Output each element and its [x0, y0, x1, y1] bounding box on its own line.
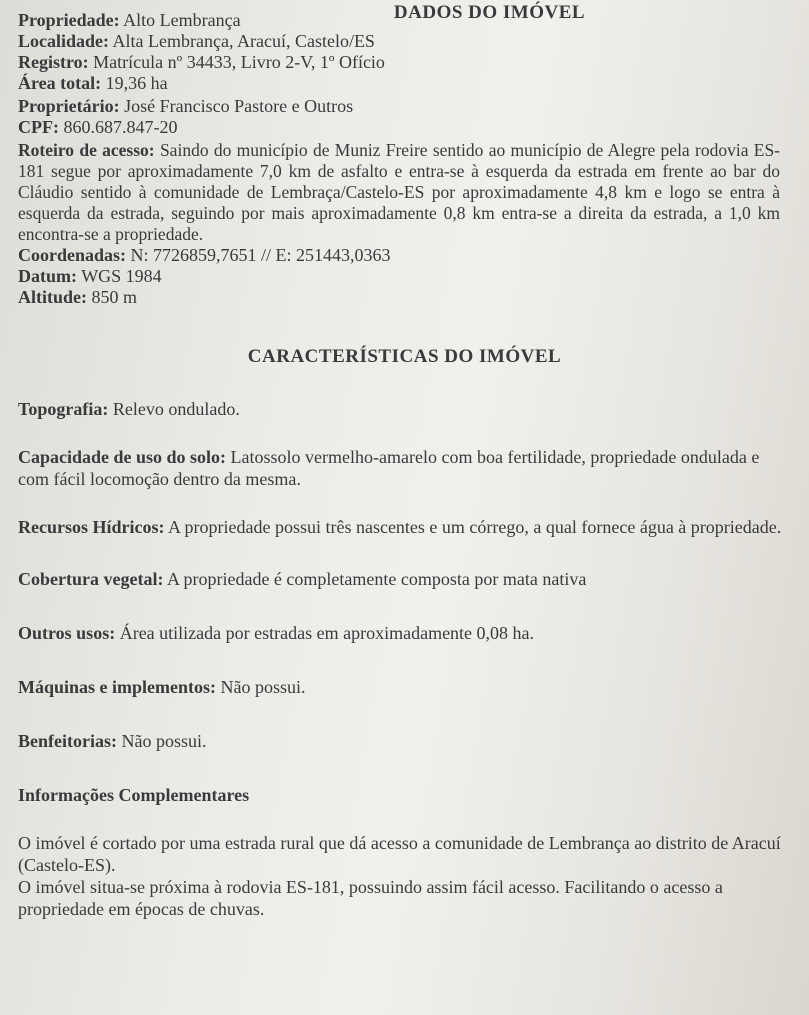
- field-maquinas: [18, 676, 788, 698]
- value-cobertura: A propriedade é completamente composta por mata nativa: [166, 569, 587, 589]
- label-maquinas: Máquinas e implementos:: [18, 677, 216, 697]
- value-altitude: 850 m: [91, 287, 138, 307]
- spacer: [18, 538, 791, 568]
- label-coordenadas: Coordenadas:: [18, 245, 127, 265]
- spacer: [18, 644, 791, 676]
- field-proprietario: [18, 96, 791, 117]
- value-outros: Área utilizada por estradas em aproximadamente 0,08 ha.: [119, 623, 535, 643]
- value-proprietario: José Francisco Pastore e Outros: [124, 96, 354, 116]
- label-area: Área total:: [18, 73, 102, 93]
- field-localidade: [18, 31, 791, 52]
- label-datum: Datum:: [18, 266, 77, 286]
- field-topografia: [18, 398, 788, 420]
- label-proprietario: Proprietário:: [18, 96, 120, 116]
- value-capacidade: Latossolo vermelho-amarelo com boa fertilidade, propriedade ondulada e com fácil locomoção dentro da mesma.: [18, 447, 760, 489]
- field-capacidade: [18, 446, 788, 490]
- field-registro: [18, 52, 791, 73]
- value-localidade: Alta Lembrança, Aracuí, Castelo/ES: [112, 31, 375, 51]
- label-benfeitorias: Benfeitorias:: [18, 731, 117, 751]
- label-localidade: Localidade:: [18, 31, 110, 51]
- value-recursos: A propriedade possui três nascentes e um córrego, a qual fornece água à propriedade.: [168, 517, 782, 537]
- value-maquinas: Não possui.: [220, 677, 306, 697]
- info-paragraph-2: O imóvel situa-se próxima à rodovia ES-181, possuindo assim fácil acesso. Facilitando o acesso a propriedade em épocas de chuvas.: [18, 877, 723, 919]
- field-coordenadas: [18, 245, 791, 266]
- spacer: [18, 490, 791, 516]
- label-capacidade: Capacidade de uso do solo:: [18, 447, 227, 467]
- value-topografia: Relevo ondulado.: [112, 399, 240, 419]
- spacer: [18, 806, 791, 832]
- section-title-caracteristicas: CARACTERÍSTICAS DO IMÓVEL: [247, 346, 562, 367]
- dados-block: [18, 6, 791, 308]
- field-recursos: [18, 516, 788, 538]
- spacer: [18, 420, 791, 446]
- value-propriedade: Alto Lembrança: [123, 10, 241, 30]
- info-paragraph-1: O imóvel é cortado por uma estrada rural que dá acesso a comunidade de Lembrança ao distrito de Aracuí (Castelo-ES).: [18, 833, 781, 875]
- document-title: DADOS DO IMÓVEL: [393, 2, 586, 23]
- value-benfeitorias: Não possui.: [121, 731, 207, 751]
- value-cpf: 860.687.847-20: [63, 117, 178, 137]
- field-datum: [18, 266, 791, 287]
- label-topografia: Topografia:: [18, 399, 109, 419]
- field-cobertura: [18, 568, 788, 590]
- field-area: [18, 73, 791, 94]
- label-outros: Outros usos:: [18, 623, 116, 643]
- heading-informacoes: Informações Complementares: [18, 785, 250, 805]
- spacer: [18, 698, 791, 730]
- field-altitude: [18, 287, 791, 308]
- value-area: 19,36 ha: [105, 73, 168, 93]
- value-datum: WGS 1984: [81, 266, 162, 286]
- field-outros: [18, 622, 788, 644]
- label-cpf: CPF:: [18, 117, 59, 137]
- label-registro: Registro:: [18, 52, 89, 72]
- label-cobertura: Cobertura vegetal:: [18, 569, 164, 589]
- spacer: [18, 590, 791, 622]
- field-benfeitorias: [18, 730, 788, 752]
- field-cpf: [18, 117, 791, 138]
- value-coordenadas: N: 7726859,7651 // E: 251443,0363: [130, 245, 391, 265]
- label-altitude: Altitude:: [18, 287, 87, 307]
- label-recursos: Recursos Hídricos:: [18, 517, 165, 537]
- field-roteiro: [18, 140, 780, 245]
- label-propriedade: Propriedade:: [18, 10, 120, 30]
- spacer: [18, 752, 791, 784]
- value-registro: Matrícula nº 34433, Livro 2-V, 1º Ofício: [93, 52, 385, 72]
- value-roteiro: Saindo do município de Muniz Freire sentido ao município de Alegre pela rodovia ES-181 segue por aproximadamente 7,0 km de asfalto e entra-se à esquerda da estrada em frente ao bar do Cláudio sentido à comunidade de Lembraça/Castelo-ES por aproximadamente 4,8 km e logo se entra à esquerda da estrada, seguindo por mais aproximadamente 0,8 km entra-se a direita da estrada, a 1,0 km encontra-se a propriedade.: [18, 140, 781, 244]
- label-roteiro: Roteiro de acesso:: [18, 140, 155, 160]
